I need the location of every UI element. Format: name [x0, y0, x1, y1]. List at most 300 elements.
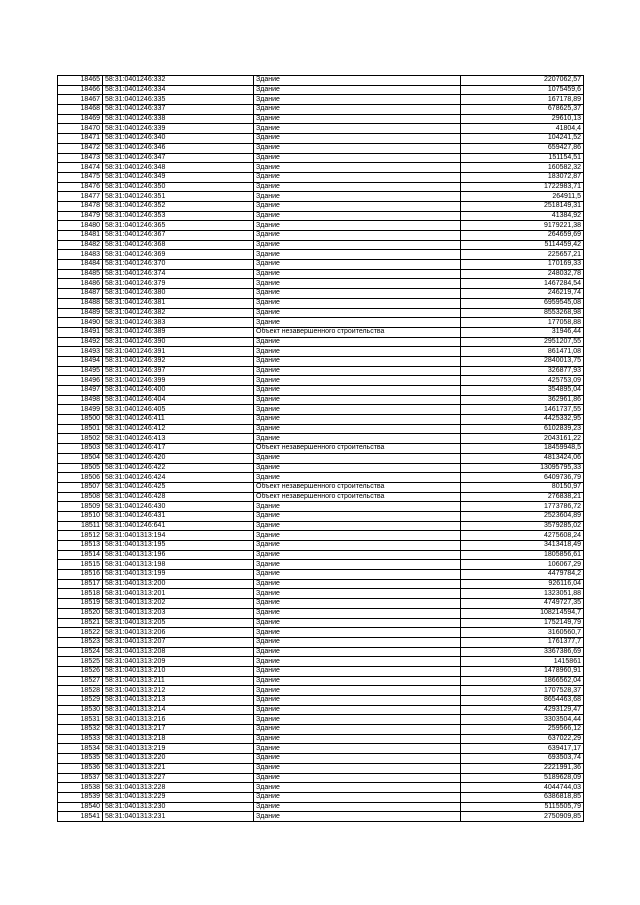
row-number-cell: 18517: [58, 579, 103, 589]
table-row: [58, 550, 584, 560]
table-row: [58, 696, 584, 706]
object-type-cell: Здание: [254, 386, 461, 396]
table-row: [58, 434, 584, 444]
cadastral-number-cell: 58:31:0401246:335: [103, 95, 254, 105]
row-number-cell: 18491: [58, 327, 103, 337]
cadastral-number-cell: 58:31:0401246:365: [103, 221, 254, 231]
row-number-cell: 18478: [58, 201, 103, 211]
row-number-cell: 18529: [58, 696, 103, 706]
cadastral-number-cell: 58:31:0401313:218: [103, 734, 254, 744]
cadastral-number-cell: 58:31:0401246:348: [103, 163, 254, 173]
cadastral-value-cell: 4293129,47: [461, 705, 584, 715]
table-row: [58, 347, 584, 357]
cadastral-number-cell: 58:31:0401246:349: [103, 172, 254, 182]
cadastral-value-cell: 637022,29: [461, 734, 584, 744]
row-number-cell: 18488: [58, 298, 103, 308]
cadastral-value-cell: 4044744,03: [461, 783, 584, 793]
cadastral-number-cell: 58:31:0401313:227: [103, 773, 254, 783]
cadastral-number-cell: 58:31:0401246:370: [103, 260, 254, 270]
object-type-cell: Здание: [254, 269, 461, 279]
cadastral-value-cell: 4425332,95: [461, 415, 584, 425]
object-type-cell: Здание: [254, 463, 461, 473]
row-number-cell: 18518: [58, 589, 103, 599]
row-number-cell: 18502: [58, 434, 103, 444]
row-number-cell: 18520: [58, 608, 103, 618]
object-type-cell: Здание: [254, 163, 461, 173]
cadastral-value-cell: 106067,29: [461, 560, 584, 570]
row-number-cell: 18534: [58, 744, 103, 754]
table-row: [58, 812, 584, 822]
row-number-cell: 18465: [58, 76, 103, 86]
table-row: [58, 541, 584, 551]
cadastral-value-cell: 225657,21: [461, 250, 584, 260]
row-number-cell: 18508: [58, 492, 103, 502]
cadastral-number-cell: 58:31:0401313:210: [103, 666, 254, 676]
cadastral-value-cell: 5114459,42: [461, 240, 584, 250]
row-number-cell: 18538: [58, 783, 103, 793]
object-type-cell: Здание: [254, 85, 461, 95]
table-row: [58, 163, 584, 173]
object-type-cell: Здание: [254, 201, 461, 211]
cadastral-number-cell: 58:31:0401313:208: [103, 647, 254, 657]
object-type-cell: Здание: [254, 599, 461, 609]
cadastral-number-cell: 58:31:0401246:337: [103, 105, 254, 115]
row-number-cell: 18521: [58, 618, 103, 628]
row-number-cell: 18525: [58, 657, 103, 667]
cadastral-number-cell: 58:31:0401313:217: [103, 725, 254, 735]
object-type-cell: Здание: [254, 337, 461, 347]
cadastral-number-cell: 58:31:0401246:339: [103, 124, 254, 134]
table-row: [58, 599, 584, 609]
object-type-cell: Здание: [254, 812, 461, 822]
cadastral-value-cell: 1415861: [461, 657, 584, 667]
object-type-cell: Здание: [254, 308, 461, 318]
row-number-cell: 18510: [58, 511, 103, 521]
cadastral-value-cell: 1323051,88: [461, 589, 584, 599]
cadastral-number-cell: 58:31:0401246:347: [103, 153, 254, 163]
row-number-cell: 18530: [58, 705, 103, 715]
table-row: [58, 76, 584, 86]
cadastral-number-cell: 58:31:0401246:381: [103, 298, 254, 308]
table-row: [58, 744, 584, 754]
cadastral-value-cell: 1722983,71: [461, 182, 584, 192]
table-row: [58, 114, 584, 124]
object-type-cell: Здание: [254, 589, 461, 599]
object-type-cell: Объект незавершенного строительства: [254, 444, 461, 454]
object-type-cell: Здание: [254, 240, 461, 250]
table-row: [58, 366, 584, 376]
cadastral-number-cell: 58:31:0401313:196: [103, 550, 254, 560]
object-type-cell: Здание: [254, 172, 461, 182]
cadastral-value-cell: 31946,44: [461, 327, 584, 337]
object-type-cell: Здание: [254, 250, 461, 260]
cadastral-value-cell: 3413418,49: [461, 541, 584, 551]
table-row: [58, 657, 584, 667]
row-number-cell: 18523: [58, 637, 103, 647]
cadastral-number-cell: 58:31:0401313:228: [103, 783, 254, 793]
cadastral-number-cell: 58:31:0401246:383: [103, 318, 254, 328]
row-number-cell: 18514: [58, 550, 103, 560]
cadastral-value-cell: 8553268,98: [461, 308, 584, 318]
row-number-cell: 18526: [58, 666, 103, 676]
cadastral-number-cell: 58:31:0401313:214: [103, 705, 254, 715]
cadastral-number-cell: 58:31:0401246:334: [103, 85, 254, 95]
table-row: [58, 124, 584, 134]
cadastral-value-cell: 276838,21: [461, 492, 584, 502]
cadastral-number-cell: 58:31:0401246:391: [103, 347, 254, 357]
object-type-cell: Здание: [254, 608, 461, 618]
object-type-cell: Здание: [254, 579, 461, 589]
row-number-cell: 18469: [58, 114, 103, 124]
table-row: [58, 763, 584, 773]
row-number-cell: 18512: [58, 531, 103, 541]
table-row: [58, 231, 584, 241]
cadastral-number-cell: 58:31:0401246:390: [103, 337, 254, 347]
row-number-cell: 18524: [58, 647, 103, 657]
cadastral-number-cell: 58:31:0401246:400: [103, 386, 254, 396]
cadastral-value-cell: 2750909,85: [461, 812, 584, 822]
cadastral-number-cell: 58:31:0401246:417: [103, 444, 254, 454]
row-number-cell: 18497: [58, 386, 103, 396]
cadastral-value-cell: 2523604,89: [461, 511, 584, 521]
cadastral-number-cell: 58:31:0401246:350: [103, 182, 254, 192]
cadastral-value-cell: 4813424,06: [461, 453, 584, 463]
object-type-cell: Здание: [254, 376, 461, 386]
table-row: [58, 618, 584, 628]
cadastral-number-cell: 58:31:0401313:202: [103, 599, 254, 609]
row-number-cell: 18490: [58, 318, 103, 328]
object-type-cell: Здание: [254, 95, 461, 105]
row-number-cell: 18537: [58, 773, 103, 783]
cadastral-number-cell: 58:31:0401246:369: [103, 250, 254, 260]
table-row: [58, 250, 584, 260]
cadastral-value-cell: 6386818,85: [461, 792, 584, 802]
cadastral-number-cell: 58:31:0401246:332: [103, 76, 254, 86]
object-type-cell: Объект незавершенного строительства: [254, 482, 461, 492]
cadastral-value-cell: 326877,93: [461, 366, 584, 376]
object-type-cell: Здание: [254, 502, 461, 512]
cadastral-number-cell: 58:31:0401246:374: [103, 269, 254, 279]
cadastral-value-cell: 177058,88: [461, 318, 584, 328]
cadastral-number-cell: 58:31:0401246:422: [103, 463, 254, 473]
cadastral-number-cell: 58:31:0401246:353: [103, 211, 254, 221]
row-number-cell: 18468: [58, 105, 103, 115]
row-number-cell: 18507: [58, 482, 103, 492]
cadastral-value-cell: 2043161,22: [461, 434, 584, 444]
row-number-cell: 18484: [58, 260, 103, 270]
table-row: [58, 95, 584, 105]
cadastral-number-cell: 58:31:0401313:194: [103, 531, 254, 541]
cadastral-number-cell: 58:31:0401313:220: [103, 754, 254, 764]
cadastral-value-cell: 246219,74: [461, 289, 584, 299]
cadastral-number-cell: 58:31:0401246:430: [103, 502, 254, 512]
object-type-cell: Здание: [254, 637, 461, 647]
row-number-cell: 18494: [58, 356, 103, 366]
cadastral-number-cell: 58:31:0401246:399: [103, 376, 254, 386]
table-row: [58, 337, 584, 347]
object-type-cell: Здание: [254, 531, 461, 541]
cadastral-number-cell: 58:31:0401313:203: [103, 608, 254, 618]
table-row: [58, 221, 584, 231]
cadastral-value-cell: 6102839,23: [461, 424, 584, 434]
table-row: [58, 628, 584, 638]
object-type-cell: Здание: [254, 279, 461, 289]
cadastral-value-cell: 108214594,7: [461, 608, 584, 618]
row-number-cell: 18493: [58, 347, 103, 357]
cadastral-number-cell: 58:31:0401313:229: [103, 792, 254, 802]
cadastral-number-cell: 58:31:0401246:411: [103, 415, 254, 425]
table-row: [58, 734, 584, 744]
table-row: [58, 666, 584, 676]
cadastral-value-cell: 80150,97: [461, 482, 584, 492]
cadastral-number-cell: 58:31:0401246:405: [103, 405, 254, 415]
row-number-cell: 18532: [58, 725, 103, 735]
cadastral-value-cell: 3367386,69: [461, 647, 584, 657]
cadastral-value-cell: 264911,5: [461, 192, 584, 202]
table-row: [58, 521, 584, 531]
object-type-cell: Здание: [254, 541, 461, 551]
cadastral-value-cell: 2221991,36: [461, 763, 584, 773]
cadastral-number-cell: 58:31:0401246:413: [103, 434, 254, 444]
cadastral-value-cell: 1478960,91: [461, 666, 584, 676]
table-row: [58, 376, 584, 386]
cadastral-number-cell: 58:31:0401313:230: [103, 802, 254, 812]
cadastral-value-cell: 4275608,24: [461, 531, 584, 541]
row-number-cell: 18528: [58, 686, 103, 696]
table-row: [58, 405, 584, 415]
row-number-cell: 18511: [58, 521, 103, 531]
table-row: [58, 463, 584, 473]
object-type-cell: Здание: [254, 725, 461, 735]
row-number-cell: 18539: [58, 792, 103, 802]
cadastral-value-cell: 3160560,7: [461, 628, 584, 638]
table-row: [58, 502, 584, 512]
object-type-cell: Здание: [254, 676, 461, 686]
cadastral-number-cell: 58:31:0401246:392: [103, 356, 254, 366]
cadastral-number-cell: 58:31:0401246:389: [103, 327, 254, 337]
cadastral-value-cell: 3579285,02: [461, 521, 584, 531]
row-number-cell: 18505: [58, 463, 103, 473]
table-row: [58, 444, 584, 454]
object-type-cell: Здание: [254, 415, 461, 425]
row-number-cell: 18522: [58, 628, 103, 638]
table-row: [58, 579, 584, 589]
object-type-cell: Здание: [254, 114, 461, 124]
object-type-cell: Здание: [254, 134, 461, 144]
cadastral-number-cell: 58:31:0401313:213: [103, 696, 254, 706]
table-row: [58, 482, 584, 492]
table-row: [58, 308, 584, 318]
object-type-cell: Здание: [254, 783, 461, 793]
row-number-cell: 18479: [58, 211, 103, 221]
object-type-cell: Здание: [254, 424, 461, 434]
object-type-cell: Здание: [254, 696, 461, 706]
cadastral-number-cell: 58:31:0401313:219: [103, 744, 254, 754]
object-type-cell: Здание: [254, 560, 461, 570]
table-row: [58, 686, 584, 696]
row-number-cell: 18471: [58, 134, 103, 144]
cadastral-value-cell: 1773786,72: [461, 502, 584, 512]
object-type-cell: Здание: [254, 473, 461, 483]
cadastral-number-cell: 58:31:0401246:424: [103, 473, 254, 483]
object-type-cell: Здание: [254, 124, 461, 134]
cadastral-value-cell: 1752149,79: [461, 618, 584, 628]
object-type-cell: Здание: [254, 511, 461, 521]
object-type-cell: Здание: [254, 666, 461, 676]
object-type-cell: Здание: [254, 182, 461, 192]
row-number-cell: 18535: [58, 754, 103, 764]
cadastral-number-cell: 58:31:0401313:206: [103, 628, 254, 638]
row-number-cell: 18472: [58, 143, 103, 153]
object-type-cell: Здание: [254, 366, 461, 376]
object-type-cell: Здание: [254, 570, 461, 580]
table-row: [58, 792, 584, 802]
object-type-cell: Здание: [254, 192, 461, 202]
object-type-cell: Здание: [254, 550, 461, 560]
object-type-cell: Здание: [254, 754, 461, 764]
row-number-cell: 18475: [58, 172, 103, 182]
cadastral-value-cell: 1761377,7: [461, 637, 584, 647]
object-type-cell: Здание: [254, 792, 461, 802]
cadastral-number-cell: 58:31:0401313:216: [103, 715, 254, 725]
cadastral-value-cell: 183072,87: [461, 172, 584, 182]
object-type-cell: Здание: [254, 715, 461, 725]
row-number-cell: 18513: [58, 541, 103, 551]
cadastral-value-cell: 6409736,79: [461, 473, 584, 483]
cadastral-number-cell: 58:31:0401313:221: [103, 763, 254, 773]
cadastral-number-cell: 58:31:0401313:231: [103, 812, 254, 822]
row-number-cell: 18496: [58, 376, 103, 386]
table-row: [58, 85, 584, 95]
row-number-cell: 18498: [58, 395, 103, 405]
object-type-cell: Здание: [254, 143, 461, 153]
row-number-cell: 18541: [58, 812, 103, 822]
table-row: [58, 802, 584, 812]
cadastral-value-cell: 362961,86: [461, 395, 584, 405]
cadastral-value-cell: 13095795,33: [461, 463, 584, 473]
cadastral-value-cell: 248032,78: [461, 269, 584, 279]
object-type-cell: Здание: [254, 76, 461, 86]
cadastral-number-cell: 58:31:0401246:367: [103, 231, 254, 241]
table-row: [58, 647, 584, 657]
object-type-cell: Здание: [254, 298, 461, 308]
row-number-cell: 18473: [58, 153, 103, 163]
cadastral-number-cell: 58:31:0401313:205: [103, 618, 254, 628]
object-type-cell: Здание: [254, 773, 461, 783]
row-number-cell: 18540: [58, 802, 103, 812]
table-row: [58, 143, 584, 153]
cadastral-value-cell: 659427,86: [461, 143, 584, 153]
object-type-cell: Здание: [254, 395, 461, 405]
row-number-cell: 18486: [58, 279, 103, 289]
row-number-cell: 18477: [58, 192, 103, 202]
cadastral-number-cell: 58:31:0401246:340: [103, 134, 254, 144]
cadastral-value-cell: 5115505,79: [461, 802, 584, 812]
table-row: [58, 327, 584, 337]
cadastral-value-cell: 425753,09: [461, 376, 584, 386]
row-number-cell: 18500: [58, 415, 103, 425]
cadastral-value-cell: 1467284,54: [461, 279, 584, 289]
row-number-cell: 18504: [58, 453, 103, 463]
cadastral-value-cell: 160582,32: [461, 163, 584, 173]
object-type-cell: Здание: [254, 318, 461, 328]
row-number-cell: 18519: [58, 599, 103, 609]
object-type-cell: Здание: [254, 453, 461, 463]
row-number-cell: 18474: [58, 163, 103, 173]
cadastral-number-cell: 58:31:0401313:212: [103, 686, 254, 696]
table-row: [58, 211, 584, 221]
table-row: [58, 192, 584, 202]
cadastral-value-cell: 861471,08: [461, 347, 584, 357]
table-row: [58, 637, 584, 647]
cadastral-number-cell: 58:31:0401313:211: [103, 676, 254, 686]
cadastral-value-cell: 170169,33: [461, 260, 584, 270]
object-type-cell: Здание: [254, 356, 461, 366]
cadastral-value-cell: 18459948,5: [461, 444, 584, 454]
cadastral-value-cell: 2840013,75: [461, 356, 584, 366]
object-type-cell: Здание: [254, 744, 461, 754]
cadastral-number-cell: 58:31:0401246:397: [103, 366, 254, 376]
object-type-cell: Здание: [254, 153, 461, 163]
cadastral-value-cell: 926116,04: [461, 579, 584, 589]
object-type-cell: Здание: [254, 618, 461, 628]
object-type-cell: Здание: [254, 521, 461, 531]
row-number-cell: 18503: [58, 444, 103, 454]
cadastral-number-cell: 58:31:0401246:431: [103, 511, 254, 521]
table-row: [58, 773, 584, 783]
cadastral-value-cell: 693503,74: [461, 754, 584, 764]
table-row: [58, 134, 584, 144]
row-number-cell: 18492: [58, 337, 103, 347]
cadastral-number-cell: 58:31:0401246:379: [103, 279, 254, 289]
object-type-cell: Здание: [254, 763, 461, 773]
table-row: [58, 531, 584, 541]
row-number-cell: 18527: [58, 676, 103, 686]
cadastral-number-cell: 58:31:0401313:201: [103, 589, 254, 599]
table-row: [58, 715, 584, 725]
cadastral-value-cell: 41384,92: [461, 211, 584, 221]
row-number-cell: 18536: [58, 763, 103, 773]
table-row: [58, 318, 584, 328]
object-type-cell: Объект незавершенного строительства: [254, 492, 461, 502]
table-row: [58, 153, 584, 163]
table-row: [58, 705, 584, 715]
cadastral-value-cell: 8654463,68: [461, 696, 584, 706]
cadastral-value-cell: 4749727,35: [461, 599, 584, 609]
row-number-cell: 18515: [58, 560, 103, 570]
cadastral-value-cell: 29610,13: [461, 114, 584, 124]
table-row: [58, 453, 584, 463]
table-row: [58, 386, 584, 396]
row-number-cell: 18489: [58, 308, 103, 318]
table-row: [58, 473, 584, 483]
table-row: [58, 395, 584, 405]
cadastral-value-cell: 1866562,04: [461, 676, 584, 686]
cadastral-value-cell: 678625,37: [461, 105, 584, 115]
table-row: [58, 289, 584, 299]
table-row: [58, 240, 584, 250]
object-type-cell: Здание: [254, 260, 461, 270]
cadastral-number-cell: 58:31:0401246:368: [103, 240, 254, 250]
row-number-cell: 18501: [58, 424, 103, 434]
row-number-cell: 18482: [58, 240, 103, 250]
table-row: [58, 589, 584, 599]
cadastral-number-cell: 58:31:0401313:199: [103, 570, 254, 580]
cadastral-value-cell: 9179221,38: [461, 221, 584, 231]
row-number-cell: 18533: [58, 734, 103, 744]
table-row: [58, 511, 584, 521]
cadastral-number-cell: 58:31:0401246:338: [103, 114, 254, 124]
